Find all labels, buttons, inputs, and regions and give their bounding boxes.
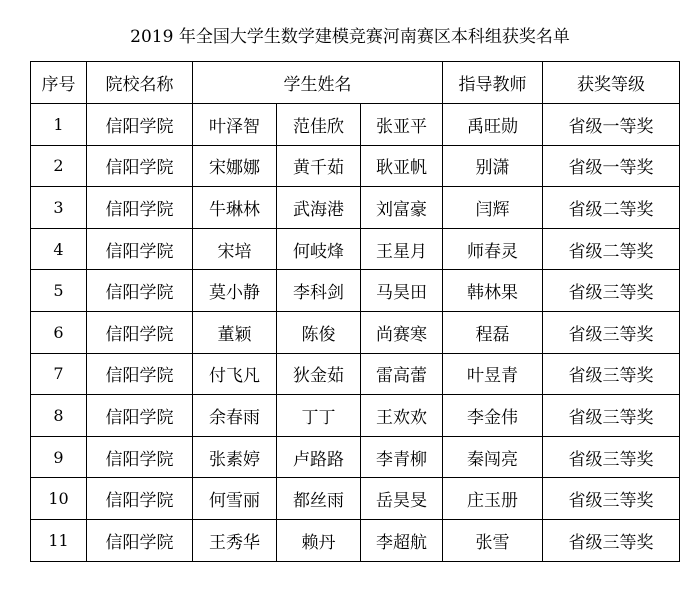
award-cell: 省级三等奖 bbox=[543, 311, 680, 353]
index-cell: 9 bbox=[31, 436, 87, 478]
table-row bbox=[31, 478, 680, 520]
student-name-cell: 何雪丽 bbox=[193, 478, 277, 520]
student-name-cell: 董颖 bbox=[193, 311, 277, 353]
student-name-cell: 余春雨 bbox=[193, 395, 277, 437]
index-cell: 5 bbox=[31, 270, 87, 312]
table-row bbox=[31, 104, 680, 146]
award-cell: 省级三等奖 bbox=[543, 436, 680, 478]
index-cell: 6 bbox=[31, 311, 87, 353]
award-cell: 省级二等奖 bbox=[543, 228, 680, 270]
advisor-cell: 师春灵 bbox=[443, 228, 543, 270]
student-name-cell: 赖丹 bbox=[277, 519, 361, 561]
student-name-cell: 牛琳林 bbox=[193, 187, 277, 229]
student-name-cell: 张素婷 bbox=[193, 436, 277, 478]
student-name-cell: 马昊田 bbox=[361, 270, 443, 312]
award-cell: 省级三等奖 bbox=[543, 270, 680, 312]
school-cell: 信阳学院 bbox=[87, 395, 193, 437]
advisor-cell: 秦闯亮 bbox=[443, 436, 543, 478]
table-row bbox=[31, 353, 680, 395]
table-row bbox=[31, 436, 680, 478]
table-row bbox=[31, 270, 680, 312]
school-cell: 信阳学院 bbox=[87, 311, 193, 353]
award-table bbox=[30, 61, 680, 562]
school-cell: 信阳学院 bbox=[87, 104, 193, 146]
table-row bbox=[31, 145, 680, 187]
student-name-cell: 付飞凡 bbox=[193, 353, 277, 395]
index-cell: 8 bbox=[31, 395, 87, 437]
header-school: 院校名称 bbox=[87, 62, 193, 104]
student-name-cell: 王欢欢 bbox=[361, 395, 443, 437]
student-name-cell: 雷高蕾 bbox=[361, 353, 443, 395]
award-cell: 省级三等奖 bbox=[543, 395, 680, 437]
header-row bbox=[31, 62, 680, 104]
student-name-cell: 陈俊 bbox=[277, 311, 361, 353]
advisor-cell: 李金伟 bbox=[443, 395, 543, 437]
award-cell: 省级一等奖 bbox=[543, 145, 680, 187]
student-name-cell: 狄金茹 bbox=[277, 353, 361, 395]
student-name-cell: 李科剑 bbox=[277, 270, 361, 312]
award-cell: 省级三等奖 bbox=[543, 353, 680, 395]
table-row bbox=[31, 395, 680, 437]
advisor-cell: 程磊 bbox=[443, 311, 543, 353]
index-cell: 10 bbox=[31, 478, 87, 520]
student-name-cell: 李超航 bbox=[361, 519, 443, 561]
table-row bbox=[31, 187, 680, 229]
student-name-cell: 李青柳 bbox=[361, 436, 443, 478]
header-advisor: 指导教师 bbox=[443, 62, 543, 104]
table-row bbox=[31, 519, 680, 561]
school-cell: 信阳学院 bbox=[87, 228, 193, 270]
document-title: 2019 年全国大学生数学建模竞赛河南赛区本科组获奖名单 bbox=[130, 27, 570, 47]
advisor-cell: 别潇 bbox=[443, 145, 543, 187]
student-name-cell: 武海港 bbox=[277, 187, 361, 229]
index-cell: 4 bbox=[31, 228, 87, 270]
advisor-cell: 韩林果 bbox=[443, 270, 543, 312]
student-name-cell: 耿亚帆 bbox=[361, 145, 443, 187]
school-cell: 信阳学院 bbox=[87, 145, 193, 187]
student-name-cell: 宋培 bbox=[193, 228, 277, 270]
student-name-cell: 叶泽智 bbox=[193, 104, 277, 146]
student-name-cell: 张亚平 bbox=[361, 104, 443, 146]
header-index: 序号 bbox=[31, 62, 87, 104]
school-cell: 信阳学院 bbox=[87, 353, 193, 395]
index-cell: 7 bbox=[31, 353, 87, 395]
school-cell: 信阳学院 bbox=[87, 478, 193, 520]
advisor-cell: 张雪 bbox=[443, 519, 543, 561]
student-name-cell: 范佳欣 bbox=[277, 104, 361, 146]
table-row bbox=[31, 311, 680, 353]
index-cell: 3 bbox=[31, 187, 87, 229]
school-cell: 信阳学院 bbox=[87, 436, 193, 478]
student-name-cell: 王秀华 bbox=[193, 519, 277, 561]
school-cell: 信阳学院 bbox=[87, 270, 193, 312]
student-name-cell: 尚赛寒 bbox=[361, 311, 443, 353]
award-cell: 省级一等奖 bbox=[543, 104, 680, 146]
award-cell: 省级二等奖 bbox=[543, 187, 680, 229]
index-cell: 1 bbox=[31, 104, 87, 146]
table-row bbox=[31, 228, 680, 270]
student-name-cell: 王星月 bbox=[361, 228, 443, 270]
student-name-cell: 莫小静 bbox=[193, 270, 277, 312]
index-cell: 11 bbox=[31, 519, 87, 561]
school-cell: 信阳学院 bbox=[87, 187, 193, 229]
award-cell: 省级三等奖 bbox=[543, 478, 680, 520]
advisor-cell: 禹旺勋 bbox=[443, 104, 543, 146]
student-name-cell: 刘富豪 bbox=[361, 187, 443, 229]
index-cell: 2 bbox=[31, 145, 87, 187]
header-students: 学生姓名 bbox=[193, 62, 443, 104]
student-name-cell: 丁丁 bbox=[277, 395, 361, 437]
student-name-cell: 都丝雨 bbox=[277, 478, 361, 520]
student-name-cell: 卢路路 bbox=[277, 436, 361, 478]
student-name-cell: 何岐烽 bbox=[277, 228, 361, 270]
header-award: 获奖等级 bbox=[543, 62, 680, 104]
award-cell: 省级三等奖 bbox=[543, 519, 680, 561]
student-name-cell: 黄千茹 bbox=[277, 145, 361, 187]
student-name-cell: 岳昊旻 bbox=[361, 478, 443, 520]
advisor-cell: 叶昱青 bbox=[443, 353, 543, 395]
advisor-cell: 庄玉册 bbox=[443, 478, 543, 520]
advisor-cell: 闫辉 bbox=[443, 187, 543, 229]
student-name-cell: 宋娜娜 bbox=[193, 145, 277, 187]
school-cell: 信阳学院 bbox=[87, 519, 193, 561]
